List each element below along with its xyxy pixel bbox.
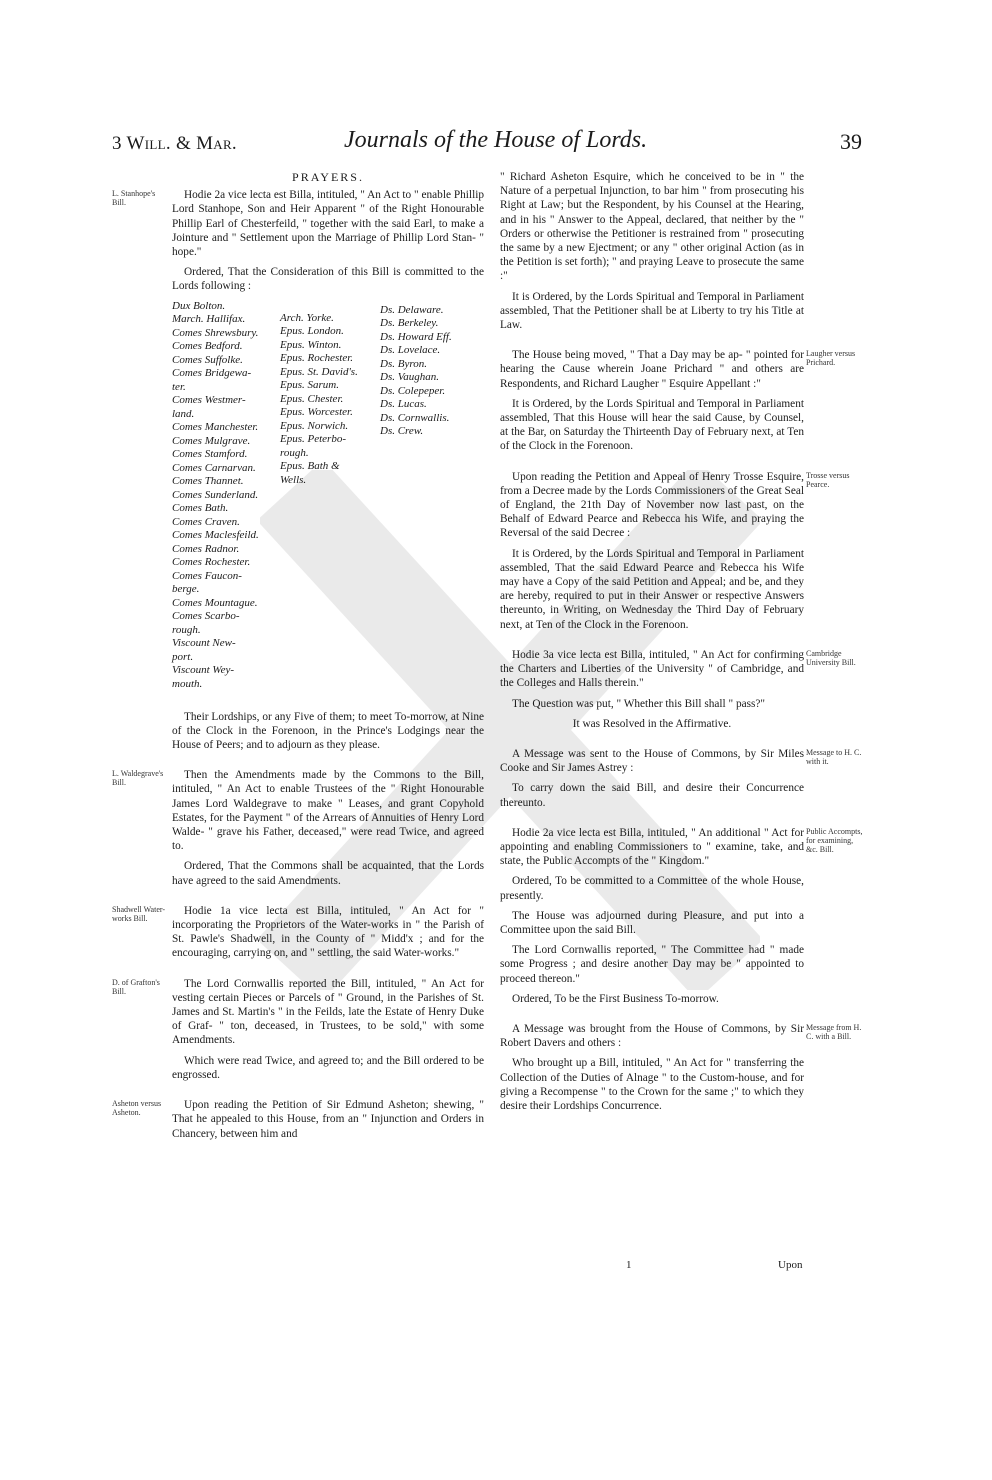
cambridge-resolved: It was Resolved in the Affirmative.: [572, 717, 732, 730]
lord-name: Comes Bridgewa-: [172, 367, 252, 380]
lord-name: Epus. Norwich.: [280, 419, 349, 432]
message2-text: A Message was brought from the House of Commons, by Sir Robert Davers and others :: [500, 1022, 804, 1050]
waldegrave-order: Ordered, That the Commons shall be acquainted, that the Lords have agreed to the said Amendments.: [172, 860, 484, 887]
lord-name: berge.: [172, 583, 200, 596]
lord-name: rough.: [172, 623, 201, 636]
lord-name: Epus. Chester.: [280, 392, 344, 405]
lord-name: Epus. Worcester.: [280, 406, 353, 419]
laugher-text: The House being moved, " That a Day may be ap- " pointed for hearing the Cause wherein Joane Prichard " and others are Respondents, and Richard Laugher " Esquire Appellant :": [500, 349, 804, 390]
left-column: [112, 170, 484, 1147]
lord-name: Comes Mulgrave.: [172, 434, 251, 447]
right-column: [500, 170, 863, 1119]
page-number: 39: [840, 129, 862, 154]
lord-name: port.: [172, 650, 194, 663]
waldegrave-entry: [112, 768, 484, 888]
trosse-entry: [500, 470, 850, 632]
lord-name: Comes Rochester.: [172, 556, 251, 569]
message1-carry: To carry down the said Bill, and desire their Concurrence thereunto.: [500, 782, 804, 809]
lord-name: ter.: [172, 380, 186, 393]
page-header: [112, 127, 862, 165]
margin-note-message1: Message to H. C. with it.: [806, 747, 862, 766]
margin-note-grafton: D. of Grafton's Bill.: [112, 977, 160, 996]
message1-text: A Message was sent to the House of Commons, by Sir Miles Cooke and Sir James Astrey :: [500, 747, 804, 775]
lord-name: Comes Suffolke.: [172, 353, 243, 366]
public-accompts-entry: [500, 826, 863, 1006]
lord-name: Ds. Lovelace.: [380, 344, 441, 357]
lord-name: Ds. Colepeper.: [380, 384, 446, 397]
laugher-order: It is Ordered, by the Lords Spiritual and Temporal in Parliament assembled, That this House will hear the said Cause, by Counsel, at the Bar, on Saturday the Thirteenth Day of February next, at Ten of the Clock in the Forenoon.: [500, 397, 804, 453]
stanhope-text: Hodie 2a vice lecta est Billa, intituled, " An Act to " enable Phillip Lord Stanhope, Son and Heir Apparent " of the Right Honourable Phillip Earl of Chesterfeild, " together with the said Earl, to make a Jointure and " Settlement upon the Marriage of Phillip Lord Stan- " hope.": [172, 189, 484, 259]
asheton-text: Upon reading the Petition of Sir Edmund Asheton; shewing, " That he appealed to this House, from an " Injunction and Orders in Chancery, between him and: [172, 1099, 484, 1140]
lord-name: Comes Scarbo-: [172, 610, 240, 623]
asheton-entry: [112, 1098, 484, 1141]
lord-name: Arch. Yorke.: [280, 311, 334, 324]
lord-name: Comes Shrewsbury.: [172, 326, 259, 339]
lord-name: Epus. Winton.: [280, 338, 342, 351]
lord-name: Comes Radnor.: [172, 542, 240, 555]
lord-name: Epus. London.: [280, 325, 344, 338]
asheton-order: It is Ordered, by the Lords Spiritual and Temporal in Parliament assembled, That the Petitioner shall be at Liberty to try his Title at Law.: [500, 290, 804, 332]
signature-mark: 1: [626, 1259, 632, 1271]
margin-note-trosse: Trosse versus Pearce.: [806, 470, 850, 489]
grafton-text: The Lord Cornwallis reported the Bill, intituled, " An Act for vesting certain Pieces or Parcels of " Ground, in the Parishes of St. James and St. Martin's " in the Feilds, late the Estate of Henry Duke of Graf- " ton, deceased, in Trustees, to be sold," with some Amendments.: [172, 977, 484, 1047]
grafton-after: Which were read Twice, and agreed to; and the Bill ordered to be engrossed.: [172, 1054, 484, 1081]
lord-name: Epus. Sarum.: [280, 379, 339, 392]
lord-name: Comes Thannet.: [172, 475, 244, 488]
margin-note-laugher: Laugher versus Prichard.: [806, 349, 856, 368]
header-regnal-year: 3 Will. & Mar.: [112, 133, 237, 154]
stanhope-entry: [112, 188, 484, 259]
laugher-entry: [500, 348, 856, 453]
lord-name: Ds. Byron.: [380, 357, 427, 370]
shadwell-text: Hodie 1a vice lecta est Billa, intituled, " An Act for " incorporating the Proprietors of the Water-works in " the Parish of St. Pawle's Shadwell, in the County of " Midd'x ; and for the encouraging, carrying on, and " settling, the said Water-works.": [172, 904, 484, 960]
lord-name: Comes Westmer-: [172, 394, 246, 407]
message2-entry: [500, 1022, 862, 1113]
lord-name: Ds. Lucas.: [380, 398, 427, 411]
lord-name: Epus. Peterbo-: [280, 433, 346, 446]
lord-name: Comes Craven.: [172, 515, 240, 528]
lords-column-spiritual: [280, 312, 380, 488]
lord-name: Viscount New-: [172, 637, 236, 650]
shadwell-entry: [112, 904, 484, 961]
lord-name: Comes Manchester.: [172, 421, 259, 434]
lord-name: Comes Bath.: [172, 502, 229, 515]
cambridge-question: The Question was put, " Whether this Bill shall " pass?": [512, 697, 766, 710]
lord-name: Comes Carnarvan.: [172, 461, 256, 474]
page-footer: [0, 1258, 992, 1278]
lord-name: Viscount Wey-: [172, 664, 235, 677]
lord-name: rough.: [280, 446, 309, 459]
lord-name: mouth.: [172, 677, 203, 690]
lord-name: Comes Mountague.: [172, 596, 258, 609]
cambridge-entry: [500, 648, 856, 731]
message1-entry: [500, 747, 862, 810]
lord-name: Ds. Cornwallis.: [380, 411, 450, 424]
lord-name: Comes Stamford.: [172, 448, 248, 461]
grafton-entry: [112, 977, 484, 1082]
waldegrave-text: Then the Amendments made by the Commons to the Bill, intituled, " An Act to enable Trustees of the " Right Honourable James Lord Waldegrave to make " Leases, and grant Copyhold Estates, for the Payment " of the Arrears of Annuities of Henry Lord Walde- " grave his Father, deceased," were read Twice, and agreed to.: [172, 769, 484, 853]
lord-name: Ds. Berkeley.: [380, 317, 439, 330]
asheton-continued: " Richard Asheton Esquire, which he conceived to be in " the Nature of a perpetual Injunction, to bar him " from prosecuting his Right at Law; but the Respondent, by his Counsel at the Hearing, and in his " Answer to the Appeal, declared, that neither by the " Orders or otherwise the Petitioner is restrained from " prosecuting the same by a new Ejectment; or any " other original Action (as in the Petition is set forth); " and praying Leave to prosecute the same :": [500, 171, 804, 283]
lords-column-barons: [380, 304, 480, 439]
lord-name: Comes Faucon-: [172, 569, 242, 582]
lord-name: land.: [172, 407, 195, 420]
lord-name: Wells.: [280, 473, 307, 486]
margin-note-waldegrave: L. Waldegrave's Bill.: [112, 769, 164, 788]
meeting-text: Their Lordships, or any Five of them; to meet To-morrow, at Nine of the Clock in the Forenoon, in the Prince's Lodgings near the House of Peers; and to adjourn as they please.: [172, 710, 484, 752]
cambridge-text: Hodie 3a vice lecta est Billa, intituled, " An Act for confirming the Charters and Liberties of the University " of Cambridge, and the Colleges and Halls therein.": [500, 648, 804, 690]
margin-note-cambridge: Cambridge University Bill.: [806, 648, 856, 667]
prayers-heading: PRAYERS.: [292, 170, 364, 184]
margin-note-public: Public Accompts, for examining, &c. Bill.: [806, 826, 863, 854]
header-title: Journals of the House of Lords.: [344, 127, 648, 153]
margin-note-message2: Message from H. C. with a Bill.: [806, 1022, 862, 1041]
lord-name: Comes Bedford.: [172, 340, 243, 353]
lord-name: Epus. Rochester.: [280, 352, 354, 365]
message2-brought: Who brought up a Bill, intituled, " An Act for " transferring the Collection of the Duties of Alnage " to the Custom-house, and for giving a Recompense " to the Crown for the same ;" to which they desire their Lordships Concurrence.: [500, 1057, 804, 1112]
lord-name: March. Hallifax.: [172, 313, 246, 326]
margin-note-shadwell: Shadwell Water-works Bill.: [112, 904, 166, 923]
margin-note-asheton: Asheton versus Asheton.: [112, 1099, 162, 1118]
lord-name: Epus. Bath &: [280, 460, 340, 473]
catchword: Upon: [778, 1259, 803, 1271]
lord-name: Dux Bolton.: [172, 299, 226, 312]
public-order2: Ordered, To be the First Business To-morrow.: [512, 992, 719, 1005]
margin-note-stanhope: L. Stanhope's Bill.: [112, 189, 156, 208]
lord-name: Epus. St. David's.: [280, 365, 358, 378]
lord-name: Ds. Crew.: [380, 425, 424, 438]
trosse-text: Upon reading the Petition and Appeal of Henry Trosse Esquire, from a Decree made by the Lords Commissioners of the Great Seal of England, the 21th Day of November now last past, on the Behalf of Edward Pearce and Rebecca his Wife, and praying the Reversal of the said Decree :: [500, 470, 804, 540]
lord-name: Ds. Vaughan.: [380, 371, 439, 384]
lord-name: Comes Maclesfeild.: [172, 529, 259, 542]
committee-order: Ordered, That the Consideration of this Bill is committed to the Lords following :: [172, 266, 484, 293]
public-adjourned: The House was adjourned during Pleasure, and put into a Committee upon the said Bill.: [500, 909, 804, 936]
lords-list: [172, 300, 484, 704]
public-order: Ordered, To be committed to a Committee of the whole House, presently.: [500, 875, 804, 902]
lord-name: Comes Sunderland.: [172, 488, 259, 501]
lord-name: Ds. Delaware.: [380, 303, 444, 316]
lords-column-temporal: [172, 300, 278, 692]
lord-name: Ds. Howard Eff.: [380, 330, 452, 343]
public-reported: The Lord Cornwallis reported, " The Committee had " made some Progress ; and desire another Day may be " appointed to proceed thereon.": [500, 944, 804, 985]
trosse-order: It is Ordered, by the Lords Spiritual and Temporal in Parliament assembled, That the said Edward Pearce and Rebecca his Wife may have a Copy of the said Petition and Appeal; and be, and they are hereby, required to put in their Answer or respective Answers thereunto, in Writing, on Wednesday the Third Day of February next, at Ten of the Clock in the Forenoon.: [500, 547, 804, 631]
public-text: Hodie 2a vice lecta est Billa, intituled, " An additional " Act for appointing and enabling Commissioners to " examine, take, and state, the Public Accompts of the " Kingdom.": [500, 826, 804, 868]
